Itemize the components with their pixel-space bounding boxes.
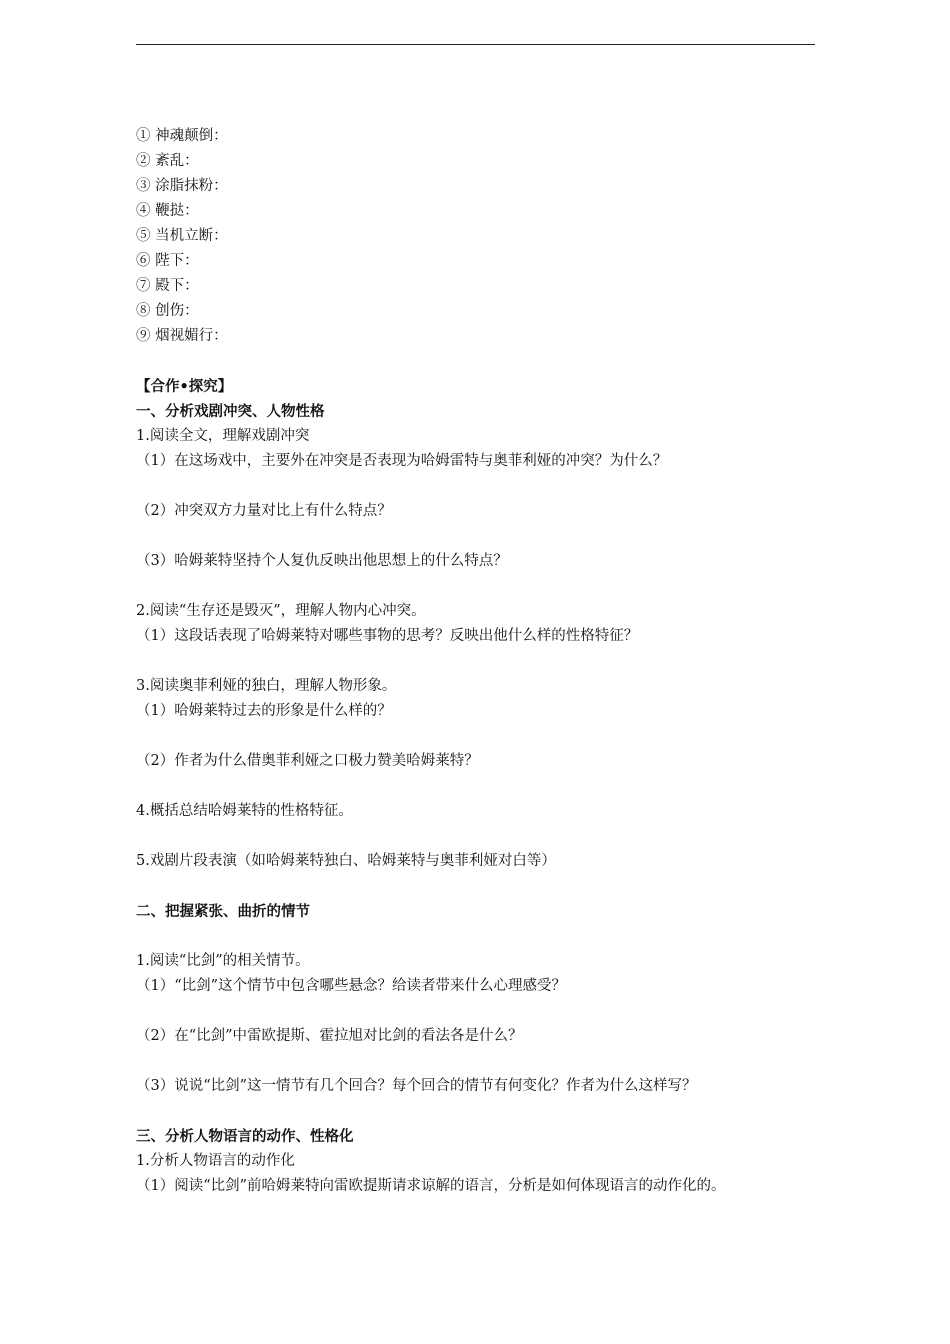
answer-space (136, 924, 826, 949)
question-title: 1.阅读全文，理解戏剧冲突 (136, 428, 310, 444)
vocab-item: ⑤ 当机立断： (136, 228, 228, 244)
sub-question: （3）说说“比剑”这一情节有几个回合？每个回合的情节有何变化？作者为什么这样写？ (136, 1078, 697, 1094)
answer-space (136, 649, 826, 674)
answer-space (136, 724, 826, 749)
vocab-list (136, 124, 826, 349)
vocab-item: ⑨ 烟视媚行： (136, 328, 228, 344)
answer-space (136, 874, 826, 899)
spacer (136, 349, 826, 374)
vocab-item: ⑦ 殿下： (136, 278, 199, 294)
part-title: 二、把握紧张、曲折的情节 (136, 903, 310, 920)
document-body (136, 124, 826, 1199)
question-title: 1.阅读“比剑”的相关情节。 (136, 953, 310, 969)
answer-space (136, 574, 826, 599)
question-title: 4.概括总结哈姆莱特的性格特征。 (136, 803, 353, 819)
question-title: 2.阅读“生存还是毁灭”，理解人物内心冲突。 (136, 603, 426, 619)
section-header: 【合作•探究】 (136, 378, 233, 395)
part-title: 一、分析戏剧冲突、人物性格 (136, 403, 325, 420)
vocab-item: ④ 鞭挞： (136, 203, 199, 219)
sub-question: （1）阅读“比剑”前哈姆莱特向雷欧提斯请求谅解的语言，分析是如何体现语言的动作化的。 (136, 1178, 726, 1194)
sub-question: （2）在“比剑”中雷欧提斯、霍拉旭对比剑的看法各是什么？ (136, 1028, 523, 1044)
vocab-item: ⑥ 陛下： (136, 253, 199, 269)
sub-question: （3）哈姆莱特坚持个人复仇反映出他思想上的什么特点？ (136, 553, 508, 569)
vocab-item: ② 紊乱： (136, 153, 199, 169)
sub-question: （1）哈姆莱特过去的形象是什么样的？ (136, 703, 392, 719)
sub-question: （2）冲突双方力量对比上有什么特点？ (136, 503, 392, 519)
answer-space (136, 824, 826, 849)
question-title: 1.分析人物语言的动作化 (136, 1153, 295, 1169)
answer-space (136, 1099, 826, 1124)
answer-space (136, 524, 826, 549)
sub-question: （2）作者为什么借奥菲利娅之口极力赞美哈姆莱特？ (136, 753, 479, 769)
question-title: 5.戏剧片段表演（如哈姆莱特独白、哈姆莱特与奥菲利娅对白等） (136, 853, 556, 869)
part-title: 三、分析人物语言的动作、性格化 (136, 1128, 354, 1145)
sub-question: （1）“比剑”这个情节中包含哪些悬念？给读者带来什么心理感受？ (136, 978, 567, 994)
sub-question: （1）在这场戏中，主要外在冲突是否表现为哈姆雷特与奥菲利娅的冲突？为什么？ (136, 453, 668, 469)
header-rule (136, 44, 815, 45)
question-title: 3.阅读奥菲利娅的独白，理解人物形象。 (136, 678, 397, 694)
answer-space (136, 774, 826, 799)
vocab-item: ① 神魂颠倒： (136, 128, 228, 144)
answer-space (136, 1049, 826, 1074)
vocab-item: ⑧ 创伤： (136, 303, 199, 319)
vocab-item: ③ 涂脂抹粉： (136, 178, 228, 194)
answer-space (136, 474, 826, 499)
sub-question: （1）这段话表现了哈姆莱特对哪些事物的思考？反映出他什么样的性格特征？ (136, 628, 639, 644)
answer-space (136, 999, 826, 1024)
